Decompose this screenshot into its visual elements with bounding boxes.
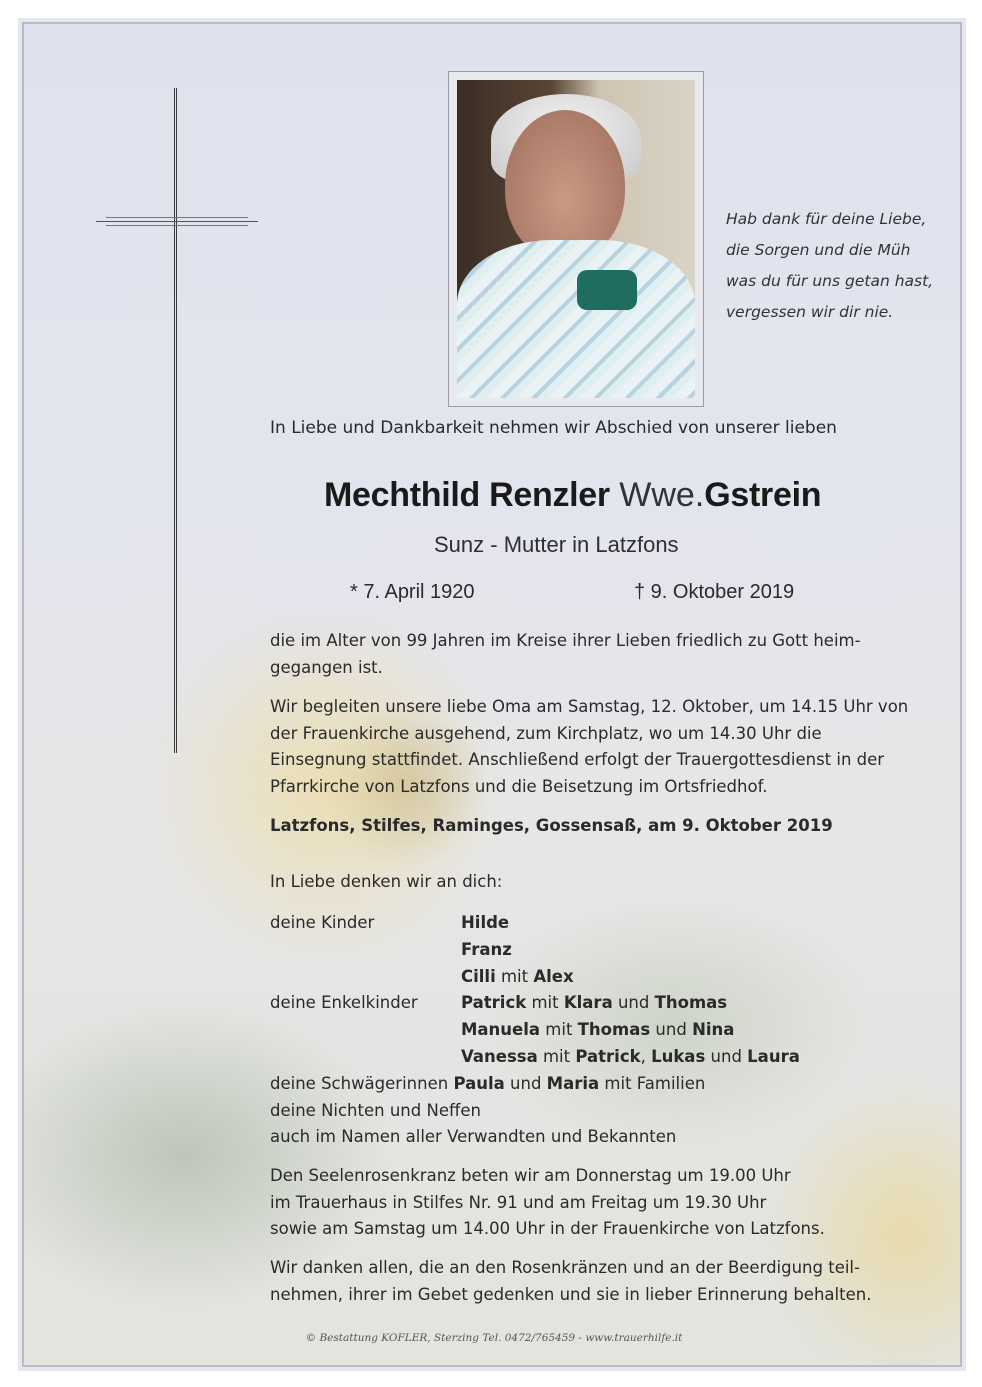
poem-line: vergessen wir dir nie.: [726, 303, 894, 321]
family-row: deine Schwägerinnen Paula und Maria mit Familien: [270, 1073, 706, 1093]
paragraph-passing: die im Alter von 99 Jahren im Kreise ihrer Lieben friedlich zu Gott heim-gegangen ist.: [270, 631, 861, 677]
portrait-photo: [457, 80, 695, 398]
place-date: Latzfons, Stilfes, Raminges, Gossensaß, am 9. Oktober 2019: [270, 816, 833, 835]
family-row: deine Nichten und Neffen: [270, 1100, 481, 1120]
family-row: Vanessa mit Patrick, Lukas und Laura: [461, 1046, 800, 1066]
death-date: † 9. Oktober 2019: [634, 581, 795, 603]
rosary-info: Den Seelenrosenkranz beten wir am Donnerstag um 19.00 Uhr im Trauerhaus in Stilfes Nr. 91 und am Freitag um 19.30 Uhr sowie am Samstag um 14.00 Uhr in der Frauenkirche von Latzfons.: [270, 1166, 825, 1238]
name-wwe: Wwe.: [619, 476, 705, 514]
poem: [726, 204, 933, 328]
family-label: deine Kinder: [270, 913, 375, 932]
name-first: Mechthild Renzler: [324, 476, 610, 514]
deceased-name: [24, 476, 962, 515]
intro-text: In Liebe und Dankbarkeit nehmen wir Abschied von unserer lieben: [270, 418, 837, 438]
cross-icon: [174, 88, 177, 753]
subtitle: Sunz - Mutter in Latzfons: [434, 532, 679, 557]
family-row: deine Enkelkinder Patrick mit Klara und Thomas: [270, 990, 800, 1017]
family-row: auch im Namen aller Verwandten und Bekannten: [270, 1127, 677, 1147]
thanks-text: Wir danken allen, die an den Rosenkränzen und an der Beerdigung teil- nehmen, ihrer im Gebet gedenken und sie in lieber Erinnerung behalten.: [270, 1258, 872, 1304]
name-married: Gstrein: [704, 476, 822, 514]
poem-line: Hab dank für deine Liebe,: [726, 210, 927, 228]
family-list: [270, 910, 800, 1151]
paragraph-funeral: Wir begleiten unsere liebe Oma am Samstag, 12. Oktober, um 14.15 Uhr von der Frauenkirche ausgehend, zum Kirchplatz, wo um 14.30 Uhr die Einsegnung stattfindet. Anschließend erfolgt der Trauergottesdienst in der Pfarrkirche von Latzfons und die Beisetzung im Ortsfriedhof.: [270, 697, 909, 796]
family-row: Franz: [461, 939, 512, 959]
portrait-frame: [448, 71, 704, 407]
think-of-you: In Liebe denken wir an dich:: [270, 872, 503, 891]
poem-line: was du für uns getan hast,: [726, 272, 934, 290]
birth-date: * 7. April 1920: [350, 581, 475, 603]
obituary-card: [22, 22, 962, 1367]
family-row: deine Kinder Hilde: [270, 910, 800, 937]
family-label: deine Schwägerinnen: [270, 1073, 449, 1093]
footer-credit: © Bestattung KOFLER, Sterzing Tel. 0472/765459 - www.trauerhilfe.it: [305, 1332, 683, 1344]
poem-line: die Sorgen und die Müh: [726, 241, 911, 259]
family-row: Manuela mit Thomas und Nina: [461, 1020, 735, 1040]
family-row: Cilli mit Alex: [461, 966, 574, 986]
family-label: deine Enkelkinder: [270, 993, 418, 1013]
cross-beam: [96, 217, 258, 227]
